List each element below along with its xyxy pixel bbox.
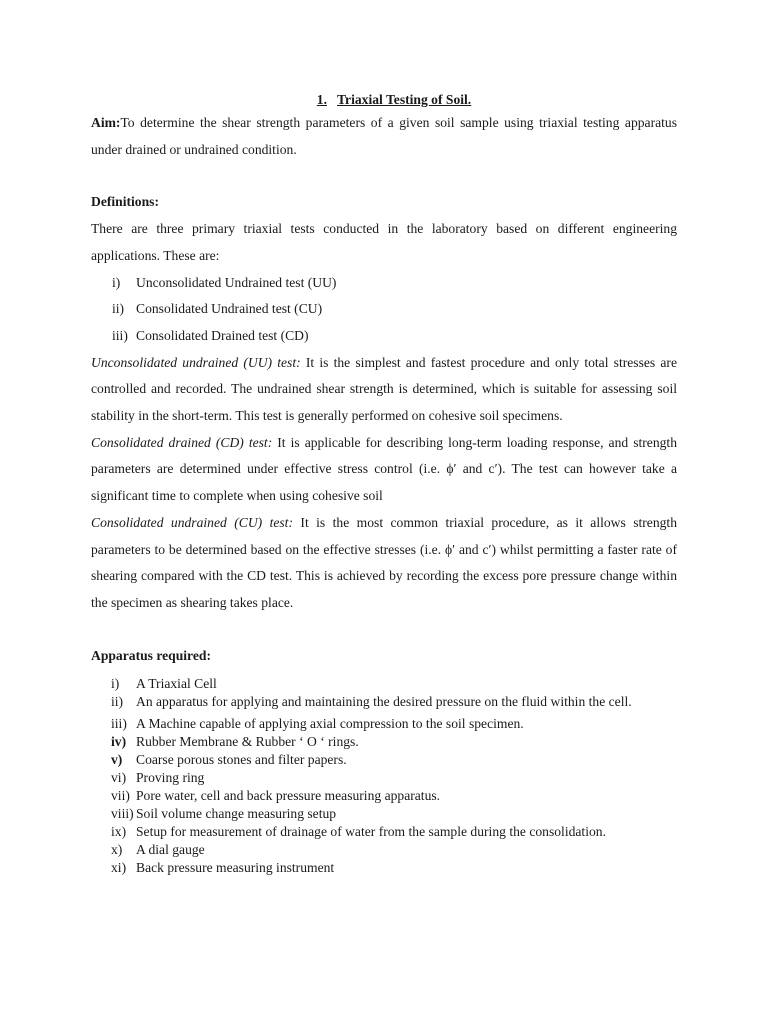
list-text: Consolidated Drained test (CD) — [136, 327, 309, 343]
list-marker: i) — [111, 676, 120, 692]
uu-text: It is the simplest and fastest procedure and only total stresses are controlled and recorded. The undrained shear strength is determined, which is suitable for assessing soil stability in the short-term. This test is generally performed on cohesive soil specimens. — [91, 354, 677, 424]
list-marker: viii) — [111, 806, 134, 822]
list-item — [91, 693, 677, 715]
list-marker: iv) — [111, 734, 127, 750]
spacer — [91, 163, 677, 189]
cu-term: Consolidated undrained (CU) test: — [91, 514, 293, 530]
list-marker: ii) — [112, 301, 125, 317]
list-item — [91, 823, 677, 841]
list-item — [91, 715, 677, 733]
definitions-heading: Definitions: — [91, 194, 159, 210]
list-item — [91, 733, 677, 751]
list-item — [91, 805, 677, 823]
aim-label: Aim: — [91, 115, 121, 130]
apparatus-list — [91, 675, 677, 877]
list-item — [91, 841, 677, 859]
uu-paragraph — [91, 350, 677, 430]
cd-text: It is applicable for describing long-term loading response, and strength parameters are determined under effective stress control (i.e. ϕ′ and c′). The test can however take a significant time to complete when using cohesive soil — [91, 434, 678, 504]
list-marker: x) — [111, 842, 123, 858]
list-item — [91, 296, 677, 323]
uu-term: Unconsolidated undrained (UU) test: — [91, 354, 301, 370]
test-types-list — [91, 270, 677, 350]
list-marker: xi) — [111, 860, 127, 876]
spacer — [91, 617, 677, 643]
list-text: A dial gauge — [136, 842, 205, 858]
list-item — [91, 859, 677, 877]
list-text: Unconsolidated Undrained test (UU) — [136, 274, 337, 290]
list-marker: ix) — [111, 824, 127, 840]
list-marker: vii) — [111, 788, 130, 804]
list-text: An apparatus for applying and maintaining the desired pressure on the fluid within the cell. — [136, 694, 632, 710]
page-title — [111, 90, 677, 110]
list-text: Rubber Membrane & Rubber ‘ O ‘ rings. — [136, 734, 359, 750]
definitions-intro: There are three primary triaxial tests conducted in the laboratory based on different engineering applications. These are: — [91, 221, 677, 263]
list-text: Consolidated Undrained test (CU) — [136, 301, 323, 317]
list-marker: iii) — [112, 327, 128, 343]
list-text: Setup for measurement of drainage of water from the sample during the consolidation. — [136, 824, 606, 840]
list-text: Coarse porous stones and filter papers. — [136, 752, 347, 768]
list-marker: i) — [112, 274, 121, 290]
aim-text: To determine the shear strength parameters of a given soil sample using triaxial testing apparatus under drained or undrained condition. — [91, 115, 677, 157]
cu-text: It is the most common triaxial procedure, as it allows strength parameters to be determined based on the effective stresses (i.e. ϕ′ and c′) whilst permitting a faster rate of shearing compared with the CD test. This is achieved by recording the excess pore pressure change within the specimen as shearing takes place. — [91, 514, 678, 610]
list-text: Proving ring — [136, 770, 205, 786]
cd-term: Consolidated drained (CD) test: — [91, 434, 273, 450]
list-text: Back pressure measuring instrument — [136, 860, 335, 876]
list-marker: iii) — [111, 716, 127, 732]
list-item — [91, 751, 677, 769]
list-text: A Machine capable of applying axial compression to the soil specimen. — [136, 716, 524, 732]
cd-paragraph — [91, 430, 677, 510]
document-page — [91, 90, 677, 877]
list-marker: ii) — [111, 694, 124, 710]
list-item — [91, 769, 677, 787]
list-item — [91, 270, 677, 297]
list-marker: v) — [111, 752, 123, 768]
aim-paragraph — [91, 110, 677, 163]
title-number: 1. — [316, 92, 327, 107]
title-text: Triaxial Testing of Soil. — [337, 92, 472, 107]
apparatus-heading: Apparatus required: — [91, 647, 211, 663]
list-marker: vi) — [111, 770, 127, 786]
cu-paragraph — [91, 510, 677, 617]
list-text: Pore water, cell and back pressure measuring apparatus. — [136, 788, 441, 804]
list-item — [91, 323, 677, 350]
list-item — [91, 787, 677, 805]
list-text: A Triaxial Cell — [136, 676, 217, 692]
list-text: Soil volume change measuring setup — [136, 806, 337, 822]
